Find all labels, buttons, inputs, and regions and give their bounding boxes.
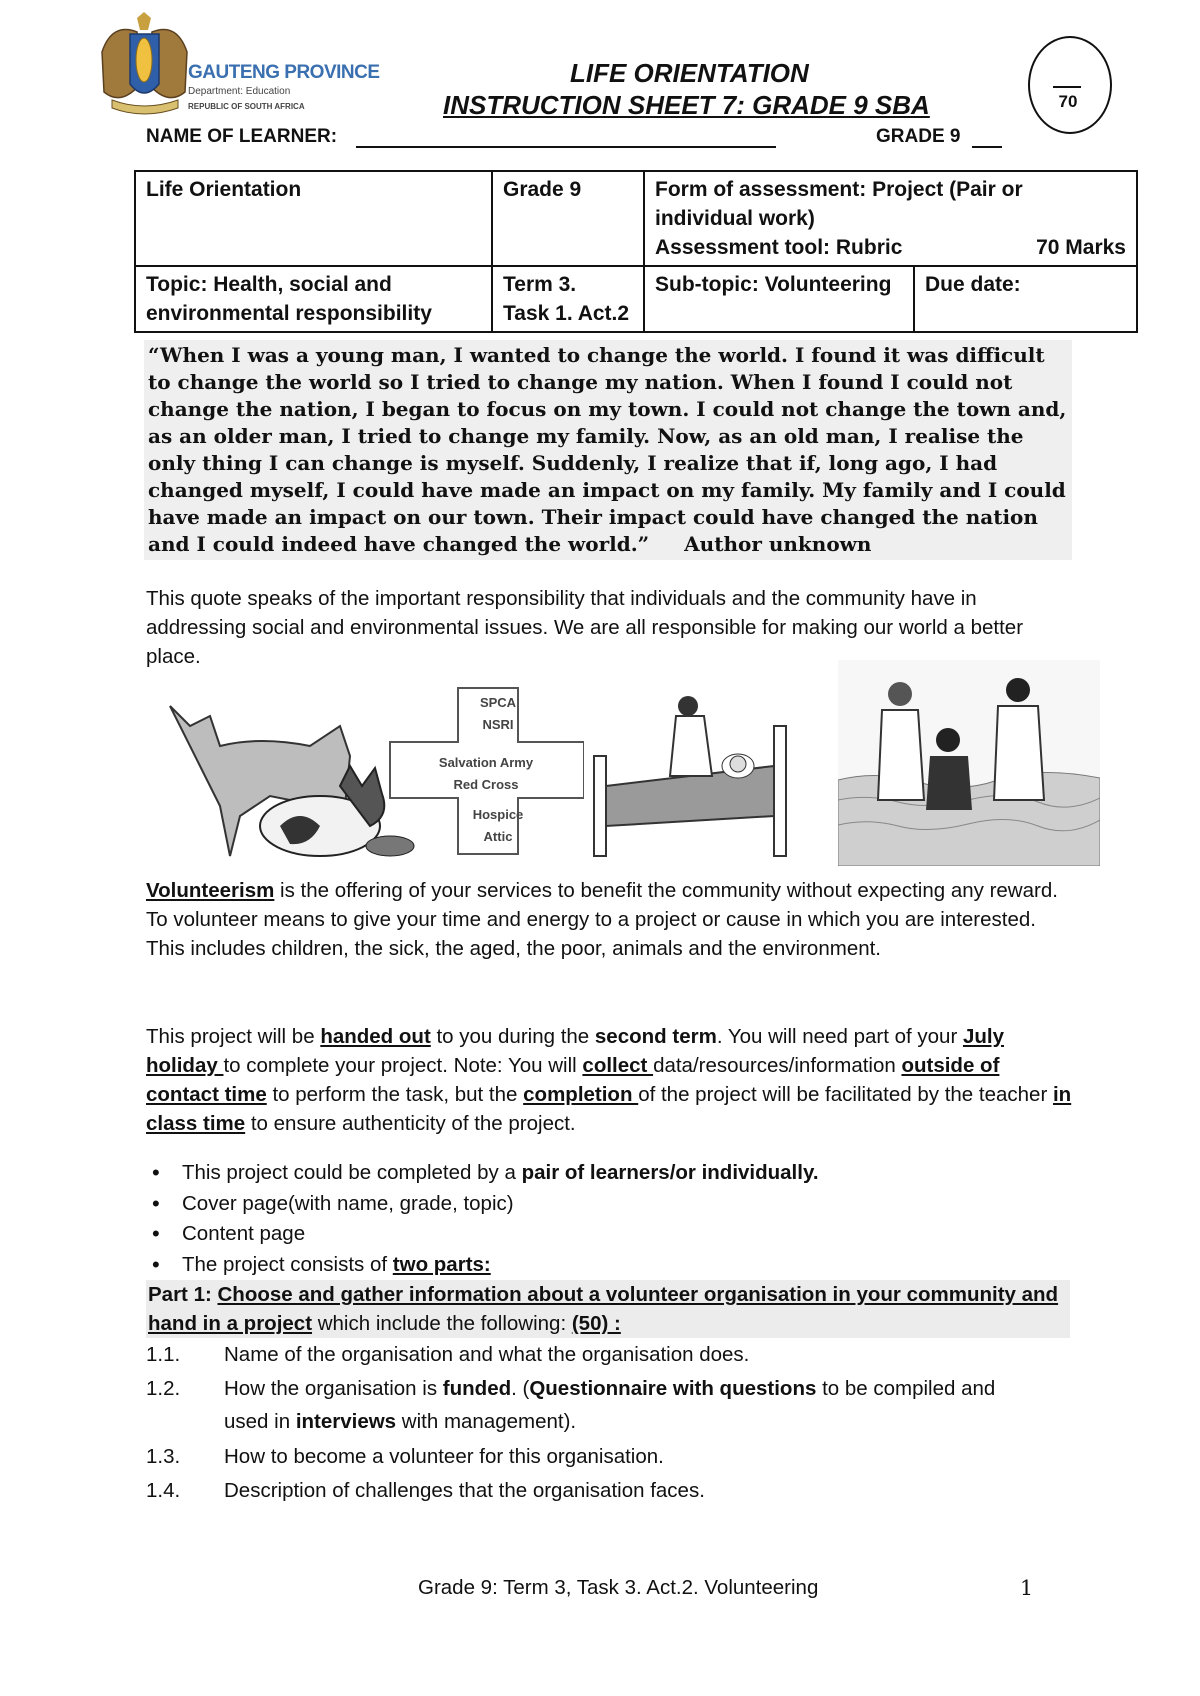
- project-text-7: of the project will be facilitated by the teacher: [638, 1083, 1053, 1106]
- term-text: Term 3.: [503, 273, 577, 296]
- item-text: How to become a volunteer for this organisation.: [224, 1445, 664, 1468]
- marks-text: 70 Marks: [1036, 236, 1126, 259]
- cross-label-nsri: NSRI: [482, 717, 514, 732]
- cross-middle-labels: [392, 752, 580, 796]
- intro-paragraph: This quote speaks of the important responsibility that individuals and the community have in addressing social and environmental issues. We are all responsible for making our world a better place.: [146, 587, 1024, 668]
- part1-rest: which include the following:: [312, 1312, 572, 1335]
- part1-label: Part 1:: [148, 1283, 218, 1306]
- handed-out-emphasis: handed out: [320, 1025, 431, 1048]
- project-text-2: to you during the: [430, 1025, 595, 1048]
- task-text: Task 1. Act.2: [503, 302, 630, 325]
- numbered-item: [146, 1338, 1076, 1371]
- volunteerism-definition: is the offering of your services to benefit the community without expecting any reward. To volunteer means to give your time and energy to a project or cause in which you are interested. This includes children, the sick, the aged, the poor, animals and the environment.: [146, 879, 1058, 960]
- quote-author: Author unknown: [684, 532, 872, 556]
- project-requirements-list: [146, 1158, 1076, 1280]
- flood-rescue-illustration: [838, 660, 1100, 866]
- list-item: [146, 1158, 1076, 1189]
- page-subtitle: INSTRUCTION SHEET 7: GRADE 9 SBA: [443, 90, 930, 120]
- bullet-text: This project could be completed by a: [182, 1161, 522, 1184]
- second-term-emphasis: second term: [594, 1025, 717, 1048]
- project-text-4: to complete your project. Note: You will: [223, 1054, 583, 1077]
- form-of-assessment-text: Form of assessment: Project (Pair or individual work): [655, 178, 1023, 230]
- cross-label-hospice: Hospice: [472, 807, 524, 822]
- project-text-1: This project will be: [146, 1025, 321, 1048]
- assessment-info-table: [134, 170, 1138, 333]
- numbered-item: [146, 1440, 1076, 1473]
- part1-instruction: Choose and gather information about a volunteer organisation in your community and hand in a project: [148, 1283, 1059, 1335]
- part1-heading: [146, 1280, 1070, 1338]
- marks-blank-line: [1053, 86, 1081, 88]
- dog-and-cat-illustration: [150, 686, 418, 862]
- questionnaire-emphasis: Questionnaire with questions: [529, 1377, 817, 1400]
- subject-cell: Life Orientation: [135, 171, 492, 266]
- item-number: 1.4.: [146, 1479, 181, 1502]
- numbered-item: [146, 1474, 1076, 1507]
- nurse-and-patient-illustration: [588, 686, 802, 862]
- logo-country-text: REPUBLIC OF SOUTH AFRICA: [188, 102, 305, 111]
- outside-contact-time-emphasis: outside of contact time: [146, 1054, 1000, 1106]
- item-text: Description of challenges that the organisation faces.: [224, 1479, 705, 1502]
- cross-top-labels: [470, 692, 526, 736]
- term-cell: [492, 266, 644, 332]
- grade-cell: Grade 9: [492, 171, 644, 266]
- item-text: Name of the organisation and what the organisation does.: [224, 1343, 750, 1366]
- numbered-item: [146, 1372, 1076, 1438]
- page-title: LIFE ORIENTATION: [570, 58, 809, 88]
- assessment-tool-text: Assessment tool: Rubric: [655, 236, 903, 259]
- funded-emphasis: funded: [442, 1377, 512, 1400]
- total-marks-circle: [1028, 36, 1112, 134]
- item-number: 1.2.: [146, 1377, 181, 1400]
- learner-name-field[interactable]: [356, 146, 776, 148]
- project-text-5: data/resources/information: [653, 1054, 902, 1077]
- logo-province-text: GAUTENG PROVINCE: [188, 62, 380, 83]
- in-class-time-emphasis: in class time: [146, 1083, 1072, 1135]
- assessment-tool-row: [655, 233, 1126, 262]
- completion-emphasis: completion: [523, 1083, 639, 1106]
- volunteerism-paragraph: [146, 876, 1076, 963]
- project-paragraph: [146, 1022, 1076, 1138]
- list-item: [146, 1189, 1076, 1220]
- collect-emphasis: collect: [582, 1054, 654, 1077]
- quote-text: “When I was a young man, I wanted to change the world. I found it was difficult to change the world so I tried to change my nation. When I found I could not change the nation, I began to focus on my town. I could not change the town and, as an older man, I tried to change my family. Now, as an old man, I realise the only thing I can change is myself. Suddenly, I realize that if, long ago, I had changed myself, I could have made an impact on my family. My family and I could have made an impact on our town. Their impact could have changed the nation and I could indeed have changed the world.”: [148, 343, 1067, 556]
- cross-label-red-cross: Red Cross: [453, 777, 519, 792]
- cross-bottom-labels: [458, 804, 538, 848]
- total-marks-value: 70: [1058, 92, 1078, 111]
- form-of-assessment-cell: [644, 171, 1137, 266]
- bullet-text: The project consists of: [182, 1252, 393, 1276]
- item-text: to be compiled and: [816, 1377, 996, 1400]
- bullet-text: Cover page(with name, grade, topic): [182, 1191, 514, 1215]
- item-text: . (: [511, 1377, 530, 1400]
- list-item: [146, 1250, 1076, 1281]
- volunteerism-term: Volunteerism: [146, 879, 275, 902]
- item-text: used in: [224, 1410, 296, 1433]
- project-text-6: to perform the task, but the: [266, 1083, 524, 1106]
- page-footer: Grade 9: Term 3, Task 3. Act.2. Volunteering: [418, 1576, 819, 1599]
- topic-cell: Topic: Health, social and environmental responsibility: [135, 266, 492, 332]
- bullet-text: Content page: [182, 1222, 306, 1245]
- due-date-cell: Due date:: [914, 266, 1137, 332]
- cross-label-spca: SPCA: [479, 695, 517, 710]
- cross-label-attic: Attic: [483, 829, 513, 844]
- grade-field[interactable]: [972, 146, 1002, 148]
- subtopic-cell: Sub-topic: Volunteering: [644, 266, 914, 332]
- list-item: [146, 1219, 1076, 1250]
- two-parts-emphasis: two parts:: [392, 1252, 491, 1276]
- item-number: 1.3.: [146, 1445, 181, 1468]
- cross-label-salvation-army: Salvation Army: [438, 755, 534, 770]
- july-holiday-emphasis: July holiday: [146, 1025, 1005, 1077]
- quote-block: [144, 340, 1072, 560]
- grade-label: GRADE 9: [876, 126, 961, 147]
- project-text-8: to ensure authenticity of the project.: [245, 1112, 576, 1135]
- project-text-3: . You will need part of your: [716, 1025, 963, 1048]
- learner-name-label: NAME OF LEARNER:: [146, 126, 338, 147]
- part1-marks: (50) :: [571, 1312, 621, 1335]
- interviews-emphasis: interviews: [295, 1410, 397, 1433]
- item-number: 1.1.: [146, 1343, 181, 1366]
- pair-emphasis: pair of learners/or individually.: [521, 1161, 819, 1184]
- item-text: with management).: [396, 1410, 577, 1433]
- page-number: 1: [1020, 1576, 1034, 1600]
- logo-department-text: Department: Education: [188, 86, 291, 97]
- item-text: How the organisation is: [224, 1377, 443, 1400]
